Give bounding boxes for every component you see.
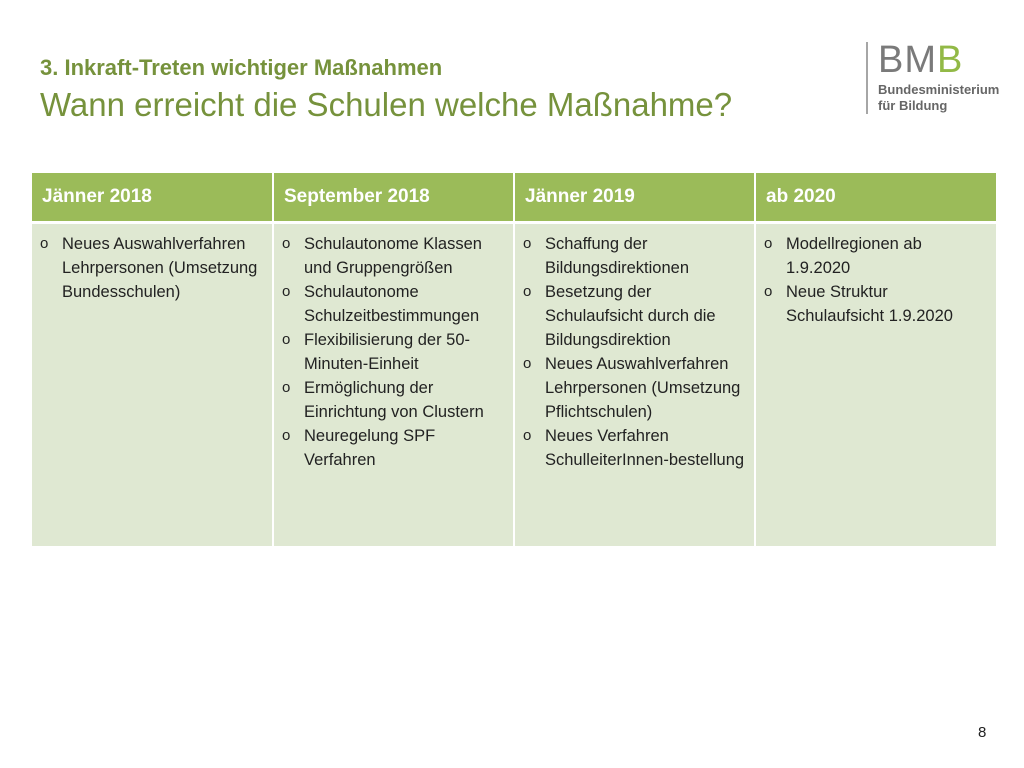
bullet-icon: o [764, 235, 773, 252]
measure-item [282, 280, 505, 328]
column-cell-jan-2019 [514, 223, 755, 547]
bmb-logo [866, 40, 1016, 116]
measure-item [764, 280, 988, 328]
measure-text: Neues Verfahren SchulleiterInnen-bestellung [545, 427, 745, 469]
measure-text: Neues Auswahlverfahren Lehrpersonen (Umsetzung Pflichtschulen) [545, 355, 741, 421]
measure-text: Neue Struktur Schulaufsicht 1.9.2020 [786, 283, 953, 325]
column-header-jan-2018: Jänner 2018 [32, 173, 273, 223]
measure-text: Besetzung der Schulaufsicht durch die Bildungsdirektion [545, 283, 716, 349]
measure-list [282, 232, 505, 472]
measures-timeline-table [32, 173, 996, 546]
column-header-sep-2018: September 2018 [273, 173, 514, 223]
measure-text: Ermöglichung der Einrichtung von Clustern [304, 379, 484, 421]
logo-text-line1: Bundesministerium [878, 82, 1000, 97]
bullet-icon: o [523, 235, 532, 252]
measure-item [40, 232, 264, 304]
logo-mark-main: BM [878, 39, 937, 81]
bullet-icon: o [282, 283, 291, 300]
measure-item [523, 232, 746, 280]
measure-text: Schulautonome Klassen und Gruppengrößen [304, 235, 482, 277]
column-cell-jan-2018 [32, 223, 273, 547]
logo-divider [866, 42, 868, 114]
slide-title: Wann erreicht die Schulen welche Maßnahme? [40, 86, 733, 123]
measure-text: Schaffung der Bildungsdirektionen [545, 235, 690, 277]
slide-subtitle: 3. Inkraft-Treten wichtiger Maßnahmen [40, 55, 443, 80]
table-body-row [32, 223, 996, 547]
bullet-icon: o [523, 283, 532, 300]
bullet-icon: o [282, 427, 291, 444]
measure-item [282, 328, 505, 376]
bullet-icon: o [523, 427, 532, 444]
bullet-icon: o [282, 379, 291, 396]
bullet-icon: o [764, 283, 773, 300]
column-header-from-2020: ab 2020 [755, 173, 996, 223]
column-cell-from-2020 [755, 223, 996, 547]
measure-text: Flexibilisierung der 50-Minuten-Einheit [304, 331, 470, 373]
measure-item [282, 232, 505, 280]
measure-item [764, 232, 988, 280]
measure-list [764, 232, 988, 328]
bullet-icon: o [523, 355, 532, 372]
bullet-icon: o [40, 235, 49, 252]
measure-item [282, 424, 505, 472]
page-number: 8 [978, 724, 987, 741]
measure-text: Neues Auswahlverfahren Lehrpersonen (Umsetzung Bundesschulen) [62, 235, 258, 301]
measure-item [282, 376, 505, 424]
logo-text-line2: für Bildung [878, 98, 948, 113]
measure-text: Schulautonome Schulzeitbestimmungen [304, 283, 480, 325]
measure-item [523, 280, 746, 352]
measure-text: Modellregionen ab 1.9.2020 [786, 235, 922, 277]
column-header-jan-2019: Jänner 2019 [514, 173, 755, 223]
measure-item [523, 352, 746, 424]
logo-mark [878, 40, 963, 80]
bullet-icon: o [282, 235, 291, 252]
measure-list [40, 232, 264, 304]
measure-text: Neuregelung SPF Verfahren [304, 427, 436, 469]
logo-mark-accent: B [937, 39, 964, 81]
column-cell-sep-2018 [273, 223, 514, 547]
measure-list [523, 232, 746, 472]
measure-item [523, 424, 746, 472]
bullet-icon: o [282, 331, 291, 348]
table-header-row [32, 173, 996, 223]
